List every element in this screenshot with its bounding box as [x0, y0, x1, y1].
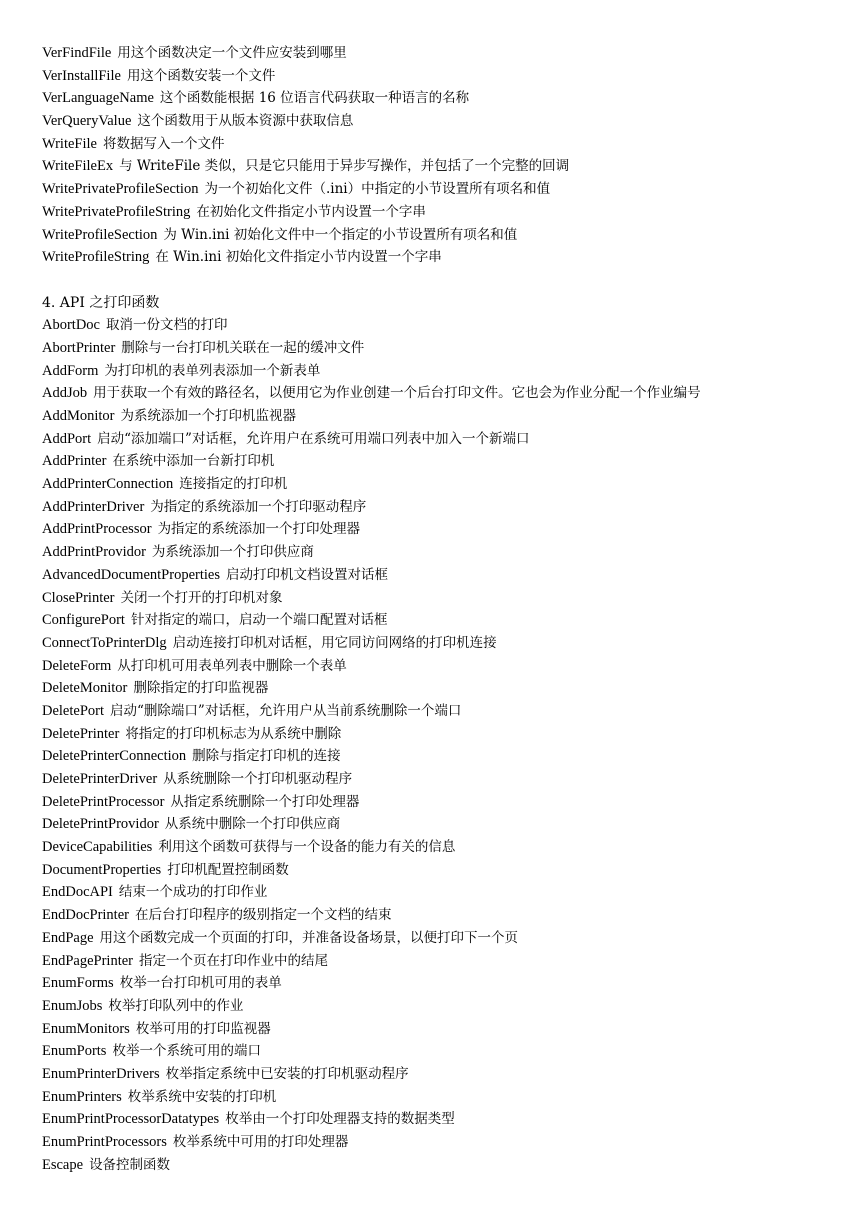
function-name: DeletePrintProcessor — [42, 793, 165, 810]
function-description: 从系统中删除一个打印供应商 — [164, 816, 341, 833]
function-name: EnumPrintProcessors — [42, 1134, 167, 1150]
function-entry — [42, 836, 842, 859]
function-entry — [42, 155, 842, 178]
function-entry — [42, 677, 842, 700]
function-name: DeletePrintProvidor — [42, 816, 159, 833]
function-description: 启动“删除端口”对话框，允许用户从当前系统删除一个端口 — [110, 702, 462, 719]
function-description: 启动连接打印机对话框，用它同访问网络的打印机连接 — [172, 634, 497, 651]
function-name: WriteProfileSection — [42, 226, 158, 243]
function-description: 为一个初始化文件（.ini）中指定的小节设置所有项名和值 — [204, 181, 551, 198]
function-name: EnumPorts — [42, 1043, 107, 1060]
function-entry — [42, 65, 842, 88]
file-functions-list — [42, 42, 842, 269]
function-description: 指定一个页在打印作业中的结尾 — [139, 952, 329, 969]
function-entry — [42, 541, 842, 564]
function-entry — [42, 382, 842, 405]
function-name: AddPort — [42, 430, 92, 447]
function-entry — [42, 473, 842, 496]
function-description: 为系统添加一个打印机监视器 — [120, 408, 296, 424]
function-name: DeletePrinterDriver — [42, 771, 158, 787]
function-entry — [42, 609, 842, 632]
function-entry — [42, 201, 842, 224]
function-description: 在初始化文件指定小节内设置一个字串 — [196, 203, 426, 220]
function-name: AddPrintProcessor — [42, 521, 152, 538]
function-entry — [42, 1154, 842, 1177]
function-name: EndDocPrinter — [42, 907, 129, 924]
function-entry — [42, 178, 842, 201]
function-name: AbortPrinter — [42, 339, 116, 356]
function-name: VerQueryValue — [42, 113, 132, 130]
function-entry — [42, 1086, 842, 1109]
function-description: 设备控制函数 — [89, 1156, 171, 1173]
function-entry — [42, 87, 842, 110]
function-name: DeleteMonitor — [42, 680, 128, 697]
function-name: EnumPrinterDrivers — [42, 1065, 160, 1082]
function-description: 从系统删除一个打印机驱动程序 — [163, 771, 353, 787]
function-entry — [42, 1018, 842, 1041]
function-description: 枚举一个系统可用的端口 — [112, 1043, 261, 1060]
function-description: 连接指定的打印机 — [179, 476, 288, 493]
function-description: 从打印机可用表单列表中删除一个表单 — [117, 657, 347, 674]
function-name: AdvancedDocumentProperties — [42, 566, 220, 583]
function-entry — [42, 42, 842, 65]
function-name: WritePrivateProfileSection — [42, 181, 199, 198]
function-entry — [42, 496, 842, 519]
function-description: 为 Win.ini 初始化文件中一个指定的小节设置所有项名和值 — [163, 226, 518, 243]
function-name: EnumMonitors — [42, 1020, 130, 1037]
function-entry — [42, 133, 842, 156]
function-entry — [42, 246, 842, 269]
function-description: 删除与指定打印机的连接 — [192, 748, 341, 765]
function-description: 用这个函数决定一个文件应安装到哪里 — [117, 45, 347, 61]
function-name: AbortDoc — [42, 317, 100, 334]
function-entry — [42, 632, 842, 655]
function-description: 从指定系统删除一个打印处理器 — [170, 793, 360, 810]
function-name: EnumForms — [42, 975, 114, 992]
function-description: 枚举可用的打印监视器 — [135, 1020, 271, 1037]
function-name: EndPagePrinter — [42, 952, 134, 969]
function-description: 针对指定的端口，启动一个端口配置对话框 — [130, 612, 388, 629]
function-description: 枚举指定系统中已安装的打印机驱动程序 — [165, 1065, 409, 1082]
function-description: 在 Win.ini 初始化文件指定小节内设置一个字串 — [155, 249, 442, 266]
function-name: DeletePrinter — [42, 725, 120, 742]
function-entry — [42, 1131, 842, 1154]
function-description: 将指定的打印机标志为从系统中删除 — [125, 725, 342, 742]
function-description: 启动“添加端口”对话框，允许用户在系统可用端口列表中加入一个新端口 — [97, 430, 530, 447]
function-description: 在后台打印程序的级别指定一个文档的结束 — [134, 907, 392, 924]
function-name: DocumentProperties — [42, 861, 162, 878]
function-description: 枚举打印队列中的作业 — [108, 997, 244, 1014]
function-description: 为指定的系统添加一个打印驱动程序 — [150, 498, 367, 515]
function-name: WriteProfileString — [42, 249, 150, 266]
function-name: DeleteForm — [42, 657, 112, 674]
function-entry — [42, 518, 842, 541]
function-name: AddPrinter — [42, 453, 107, 470]
function-entry — [42, 1040, 842, 1063]
function-name: ClosePrinter — [42, 589, 115, 606]
function-entry — [42, 110, 842, 133]
function-name: EndPage — [42, 929, 94, 946]
function-name: EnumPrinters — [42, 1088, 122, 1105]
function-entry — [42, 995, 842, 1018]
function-name: DeletePort — [42, 702, 105, 719]
function-entry — [42, 881, 842, 904]
function-description: 枚举一台打印机可用的表单 — [119, 975, 282, 992]
function-entry — [42, 337, 842, 360]
function-entry — [42, 224, 842, 247]
function-name: VerInstallFile — [42, 67, 121, 84]
blank-line — [42, 269, 842, 292]
function-description: 关闭一个打开的打印机对象 — [120, 589, 283, 606]
function-description: 为打印机的表单列表添加一个新表单 — [104, 362, 321, 379]
function-entry — [42, 700, 842, 723]
function-description: 为系统添加一个打印供应商 — [151, 544, 314, 561]
function-entry — [42, 655, 842, 678]
document-page — [42, 42, 842, 1176]
function-entry — [42, 950, 842, 973]
function-description: 与 WriteFile 类似，只是它只能用于异步写操作，并包括了一个完整的回调 — [119, 158, 570, 175]
function-entry — [42, 859, 842, 882]
function-description: 打印机配置控制函数 — [167, 861, 289, 878]
function-description: 用于获取一个有效的路径名，以便用它为作业创建一个后台打印文件。它也会为作业分配一个作业编号 — [93, 385, 701, 402]
function-entry — [42, 768, 842, 791]
function-description: 利用这个函数可获得与一个设备的能力有关的信息 — [158, 839, 456, 856]
function-description: 枚举由一个打印处理器支持的数据类型 — [225, 1111, 455, 1128]
function-name: AddPrinterConnection — [42, 476, 174, 493]
function-entry — [42, 972, 842, 995]
function-description: 这个函数能根据 16 位语言代码获取一种语言的名称 — [159, 90, 470, 107]
function-description: 结束一个成功的打印作业 — [118, 884, 268, 901]
function-description: 枚举系统中可用的打印处理器 — [172, 1134, 349, 1150]
function-description: 这个函数用于从版本资源中获取信息 — [137, 113, 354, 130]
function-name: WriteFile — [42, 135, 97, 152]
function-name: ConnectToPrinterDlg — [42, 634, 167, 651]
function-description: 为指定的系统添加一个打印处理器 — [157, 521, 361, 538]
function-entry — [42, 1108, 842, 1131]
function-entry — [42, 927, 842, 950]
function-name: VerFindFile — [42, 45, 112, 61]
function-entry — [42, 564, 842, 587]
function-entry — [42, 428, 842, 451]
function-description: 用这个函数完成一个页面的打印，并准备设备场景，以便打印下一个页 — [99, 929, 519, 946]
function-entry — [42, 405, 842, 428]
function-name: AddForm — [42, 362, 99, 379]
function-entry — [42, 360, 842, 383]
function-description: 枚举系统中安装的打印机 — [127, 1088, 277, 1105]
function-description: 删除与一台打印机关联在一起的缓冲文件 — [121, 339, 365, 356]
function-entry — [42, 1063, 842, 1086]
section-heading: 4. API 之打印函数 — [42, 294, 160, 311]
function-name: AddJob — [42, 385, 88, 402]
function-name: EndDocAPI — [42, 884, 113, 901]
function-name: DeletePrinterConnection — [42, 748, 187, 765]
function-entry — [42, 745, 842, 768]
function-description: 启动打印机文档设置对话框 — [225, 566, 388, 583]
function-description: 将数据写入一个文件 — [102, 135, 225, 152]
function-name: DeviceCapabilities — [42, 839, 153, 856]
function-entry — [42, 587, 842, 610]
function-entry — [42, 314, 842, 337]
function-name: ConfigurePort — [42, 612, 125, 629]
function-name: VerLanguageName — [42, 90, 154, 107]
function-description: 删除指定的打印监视器 — [133, 680, 269, 697]
function-name: Escape — [42, 1156, 84, 1173]
print-functions-list — [42, 314, 842, 1176]
function-name: AddPrintProvidor — [42, 544, 146, 561]
function-entry — [42, 904, 842, 927]
function-entry — [42, 723, 842, 746]
function-name: AddMonitor — [42, 408, 115, 424]
function-description: 取消一份文档的打印 — [106, 317, 228, 334]
function-description: 用这个函数安装一个文件 — [126, 67, 276, 84]
function-entry — [42, 791, 842, 814]
function-name: EnumJobs — [42, 997, 103, 1014]
function-description: 在系统中添加一台新打印机 — [112, 453, 275, 470]
function-name: EnumPrintProcessorDatatypes — [42, 1111, 220, 1128]
function-entry — [42, 450, 842, 473]
function-name: WritePrivateProfileString — [42, 203, 191, 220]
function-name: AddPrinterDriver — [42, 498, 145, 515]
function-entry — [42, 813, 842, 836]
function-name: WriteFileEx — [42, 158, 114, 175]
